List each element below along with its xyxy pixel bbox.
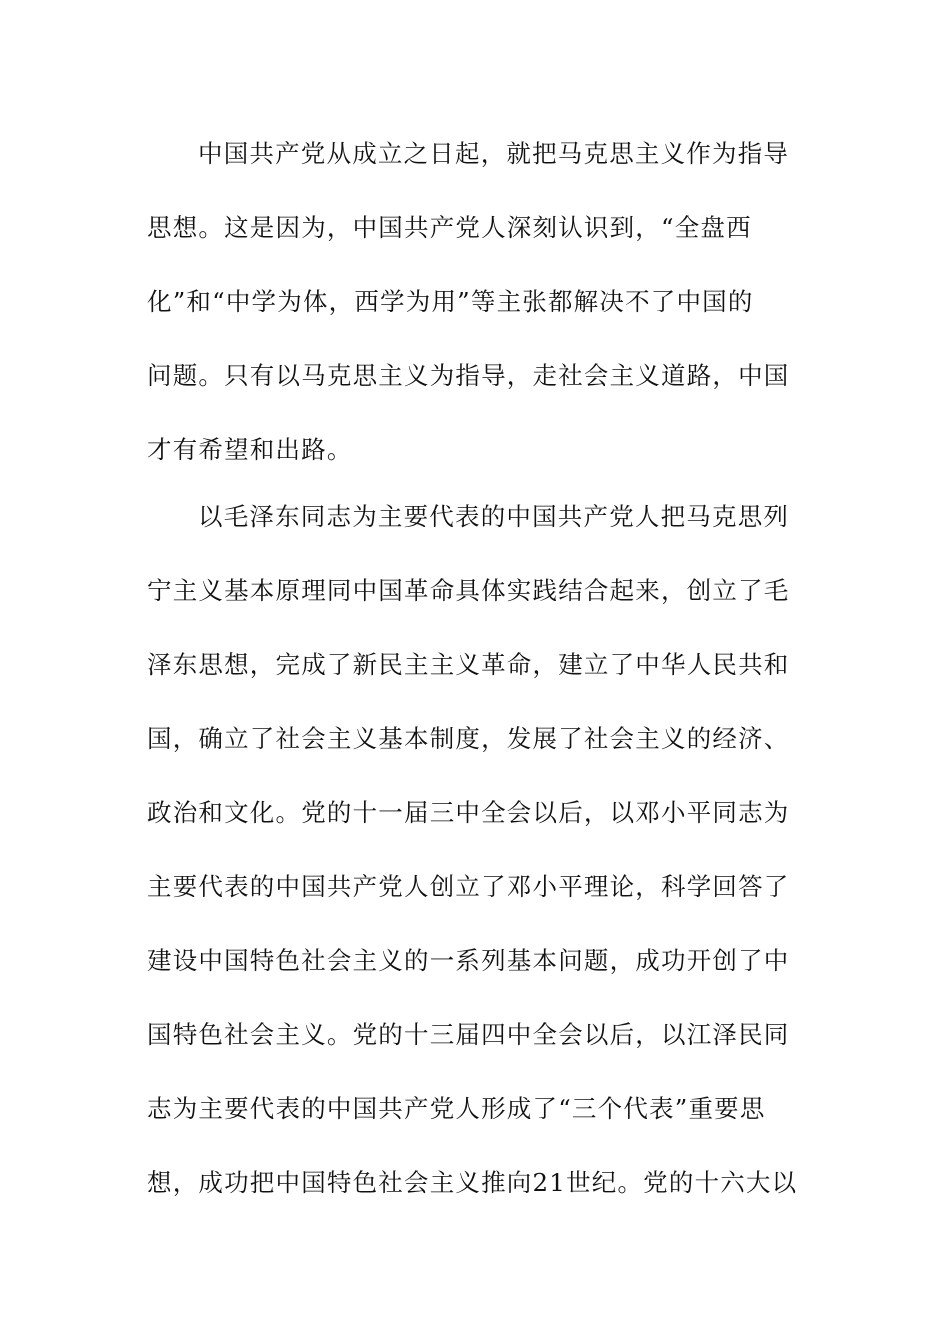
text-line: 以毛泽东同志为主要代表的中国共产党人把马克思列 (198, 502, 790, 531)
text-line: 国特色社会主义。党的十三届四中全会以后，以江泽民同 (147, 1020, 790, 1049)
text-line: 建设中国特色社会主义的一系列基本问题，成功开创了中 (147, 946, 790, 975)
text-line: 宁主义基本原理同中国革命具体实践结合起来，创立了毛 (147, 576, 790, 605)
text-line: 中国共产党从成立之日起，就把马克思主义作为指导 (198, 139, 790, 168)
text-line: 思想。这是因为，中国共产党人深刻认识到，“全盘西 (147, 213, 752, 242)
text-line: 政治和文化。党的十一届三中全会以后，以邓小平同志为 (147, 798, 790, 827)
text-line: 泽东思想，完成了新民主主义革命，建立了中华人民共和 (147, 650, 790, 679)
text-line: 志为主要代表的中国共产党人形成了“三个代表”重要思 (147, 1094, 766, 1123)
text-line: 问题。只有以马克思主义为指导，走社会主义道路，中国 (147, 361, 790, 390)
text-line: 想，成功把中国特色社会主义推向21世纪。党的十六大以 (147, 1168, 798, 1197)
text-line: 主要代表的中国共产党人创立了邓小平理论，科学回答了 (147, 872, 790, 901)
text-line: 化”和“中学为体，西学为用”等主张都解决不了中国的 (147, 287, 754, 316)
text-line: 国，确立了社会主义基本制度，发展了社会主义的经济、 (147, 724, 790, 753)
text-line: 才有希望和出路。 (147, 435, 353, 464)
